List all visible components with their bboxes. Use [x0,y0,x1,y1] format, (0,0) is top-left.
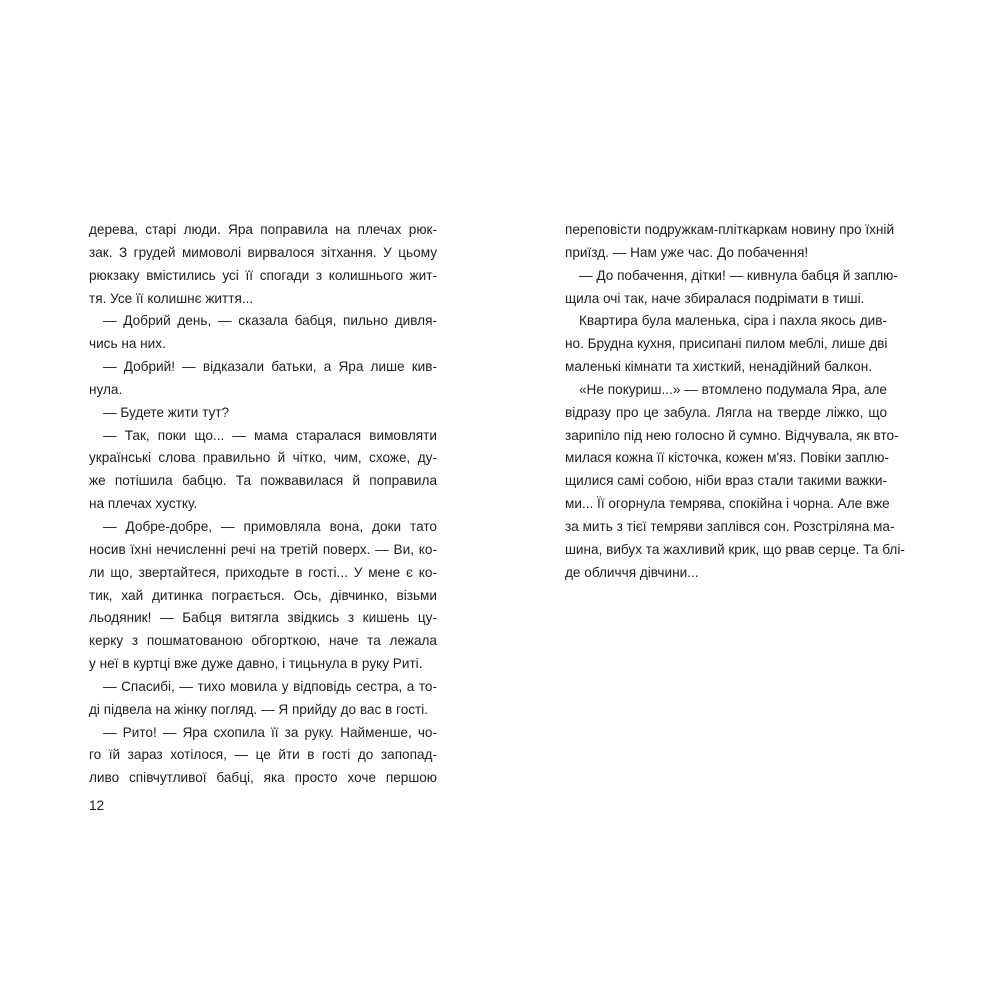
text-line: го їй зараз хотілося, — це йти в гості до запопад- [89,747,437,763]
text-line: приїзд. — Нам уже час. До побачення! [565,244,809,260]
text-line: у неї в куртці вже дуже давно, і тицьнула в руку Риті. [89,656,423,672]
text-line: рюкзаку вмістились усі її спогади з колишнього жит- [89,267,437,283]
text-line: тик, хай дитинка пограється. Ось, дівчинко, візьми [89,587,437,603]
text-line: шина, вибух та жахливий крик, що рвав серце. Та блі- [565,541,905,557]
text-line: дерева, старі люди. Яра поправила на плечах рюк- [89,222,437,237]
text-line: щила очі так, наче збиралася подрімати в тиші. [565,290,865,306]
text-line: но. Брудна кухня, присипані пилом меблі, лише дві [565,336,888,352]
text-line: за мить з тієї темряви заплівся сон. Розстріляна ма- [565,518,895,534]
left-page-text [89,219,437,790]
text-line: — Будете жити тут? [103,404,230,420]
text-line: «Не покуриш...» — втомлено подумала Яра, але [579,381,887,397]
text-line: ді підвела на жінку погляд. — Я прийду до вас в гості. [89,701,429,717]
text-line: тя. Усе її колишнє життя... [89,290,254,306]
right-page-text [565,219,905,585]
text-line: зак. З грудей мимоволі вирвалося зітхання. У цьому [89,244,437,260]
text-line: же потішила бабцю. Та пожвавилася й поправила [89,473,437,489]
text-line: переповісти подружкам-пліткаркам новину про їхній [565,222,895,237]
text-line: нула. [89,381,123,397]
text-line: українські слова правильно й чітко, чим, схоже, ду- [89,450,437,466]
text-line: відразу про це забула. Лягла на тверде ліжко, що [565,404,887,420]
text-line: — Так, поки що... — мама старалася вимовляти [103,427,437,443]
text-line: ли що, звертайтеся, приходьте в гості... У мене є ко- [89,564,437,580]
text-line: щилися самі собою, ніби враз стали такими важки- [565,473,887,489]
text-line: Квартира була маленька, сіра і пахла якось див- [579,313,887,329]
text-line: — Спасибі, — тихо мовила у відповідь сестра, а то- [103,678,437,694]
text-line: керку з пошматованою обгорткою, наче та лежала [89,633,437,649]
text-line: милася кожна її кісточка, кожен м'яз. Повіки заплю- [565,450,889,466]
text-line: де обличчя дівчини... [565,564,699,580]
text-line: на плечах хустку. [89,496,198,512]
text-line: — Добрий! — відказали батьки, а Яра лише кив- [103,359,437,375]
text-line: ливо співчутливої бабці, яка просто хоче першою [89,770,437,786]
text-line: — Добре-добре, — примовляла вона, доки тато [103,518,437,534]
text-line: — Добрий день, — сказала бабця, пильно дивля- [103,313,437,329]
text-line: маленькі кімнати та хисткий, ненадійний балкон. [565,359,872,375]
text-line: — Рито! — Яра схопила її за руку. Найменше, чо- [103,724,437,740]
page-number: 12 [89,798,105,813]
text-line: зарипіло під нею голосно й сумно. Відчувала, як вто- [565,427,899,443]
text-line: ми... Її огорнула темрява, спокійна і чорна. Але вже [565,496,890,512]
text-line: льодяник! — Бабця витягла звідкись з кишень цу- [89,610,437,626]
text-line: чись на них. [89,336,166,352]
text-line: носив їхні нечисленні речі на третій поверх. — Ви, ко- [89,541,437,557]
text-line: — До побачення, дітки! — кивнула бабця й заплю- [579,267,898,283]
